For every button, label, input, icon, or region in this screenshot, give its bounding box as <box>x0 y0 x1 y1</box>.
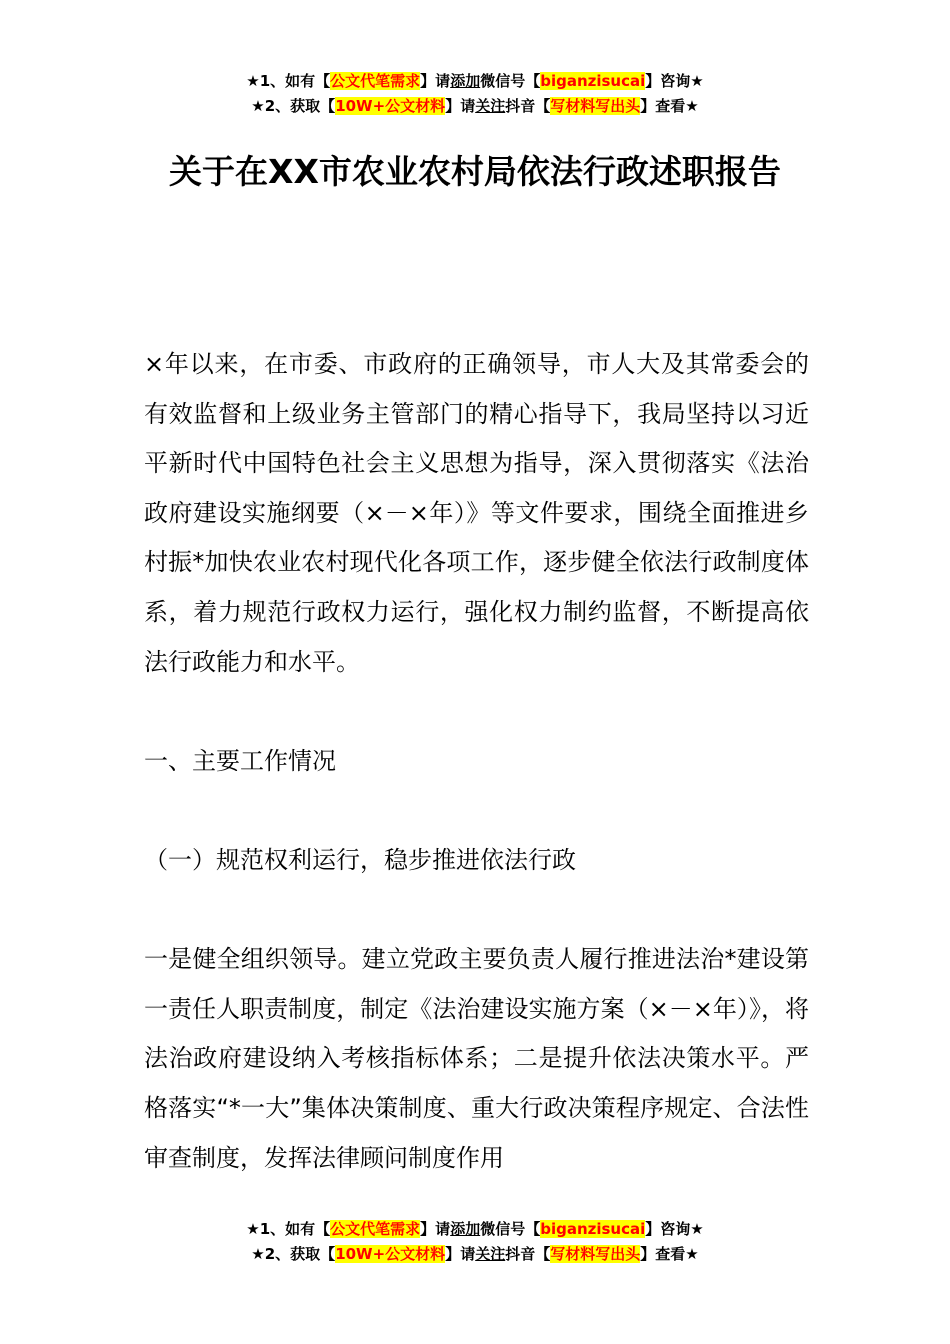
promo-text: 】请 <box>445 1245 476 1263</box>
promo-underlined: 添加 <box>450 1220 481 1238</box>
promo-highlight: 公文代笔需求 <box>330 1220 421 1238</box>
promo-wechat-id: biganzisucai <box>540 1220 646 1238</box>
section-heading: 一、主要工作情况 <box>144 746 336 775</box>
promo-text: ★2、获取【 <box>251 97 336 115</box>
promo-text: 微信号【 <box>480 1220 541 1238</box>
subsection-heading: （一）规范权利运行，稳步推进依法行政 <box>144 845 576 874</box>
promo-text: 】请 <box>420 72 451 90</box>
promo-text: 】咨询★ <box>645 72 704 90</box>
promo-text: ★1、如有【 <box>246 72 331 90</box>
promo-line-1 <box>0 69 950 94</box>
promo-wechat-id: biganzisucai <box>540 72 646 90</box>
promo-text: 】查看★ <box>640 97 699 115</box>
promo-highlight: 10W+公文材料 <box>335 1245 446 1263</box>
promo-text: 微信号【 <box>480 72 541 90</box>
promo-highlight: 公文代笔需求 <box>330 72 421 90</box>
top-promo-banner <box>0 69 950 119</box>
intro-paragraph: ×年以来，在市委、市政府的正确领导，市人大及其常委会的有效监督和上级业务主管部门的精心指导下，我局坚持以习近平新时代中国特色社会主义思想为指导，深入贯彻落实《法治政府建设实施纲要（×－×年）》等文件要求，围绕全面推进乡村振*加快农业农村现代化各项工作，逐步健全依法行政制度体系，着力规范行政权力运行，强化权力制约监督，不断提高依法行政能力和水平。 <box>144 350 809 676</box>
document-title: 关于在XX市农业农村局依法行政述职报告 <box>169 152 781 191</box>
promo-underlined: 关注 <box>475 97 506 115</box>
document-body <box>144 340 809 1183</box>
promo-douyin-id: 写材料写出头 <box>550 97 641 115</box>
promo-line-1 <box>0 1217 950 1242</box>
promo-highlight: 10W+公文材料 <box>335 97 446 115</box>
promo-text: 】咨询★ <box>645 1220 704 1238</box>
promo-text: ★2、获取【 <box>251 1245 336 1263</box>
promo-douyin-id: 写材料写出头 <box>550 1245 641 1263</box>
promo-text: 】查看★ <box>640 1245 699 1263</box>
promo-line-2 <box>0 1242 950 1267</box>
promo-underlined: 添加 <box>450 72 481 90</box>
promo-text: 】请 <box>420 1220 451 1238</box>
promo-text: 抖音【 <box>505 97 551 115</box>
bottom-promo-banner <box>0 1217 950 1267</box>
promo-text: 抖音【 <box>505 1245 551 1263</box>
promo-text: ★1、如有【 <box>246 1220 331 1238</box>
body-paragraph: 一是健全组织领导。建立党政主要负责人履行推进法治*建设第一责任人职责制度，制定《法治建设实施方案（×－×年）》，将法治政府建设纳入考核指标体系；二是提升依法决策水平。严格落实“*一大”集体决策制度、重大行政决策程序规定、合法性审查制度，发挥法律顾问制度作用 <box>144 945 809 1172</box>
promo-text: 】请 <box>445 97 476 115</box>
promo-line-2 <box>0 94 950 119</box>
promo-underlined: 关注 <box>475 1245 506 1263</box>
